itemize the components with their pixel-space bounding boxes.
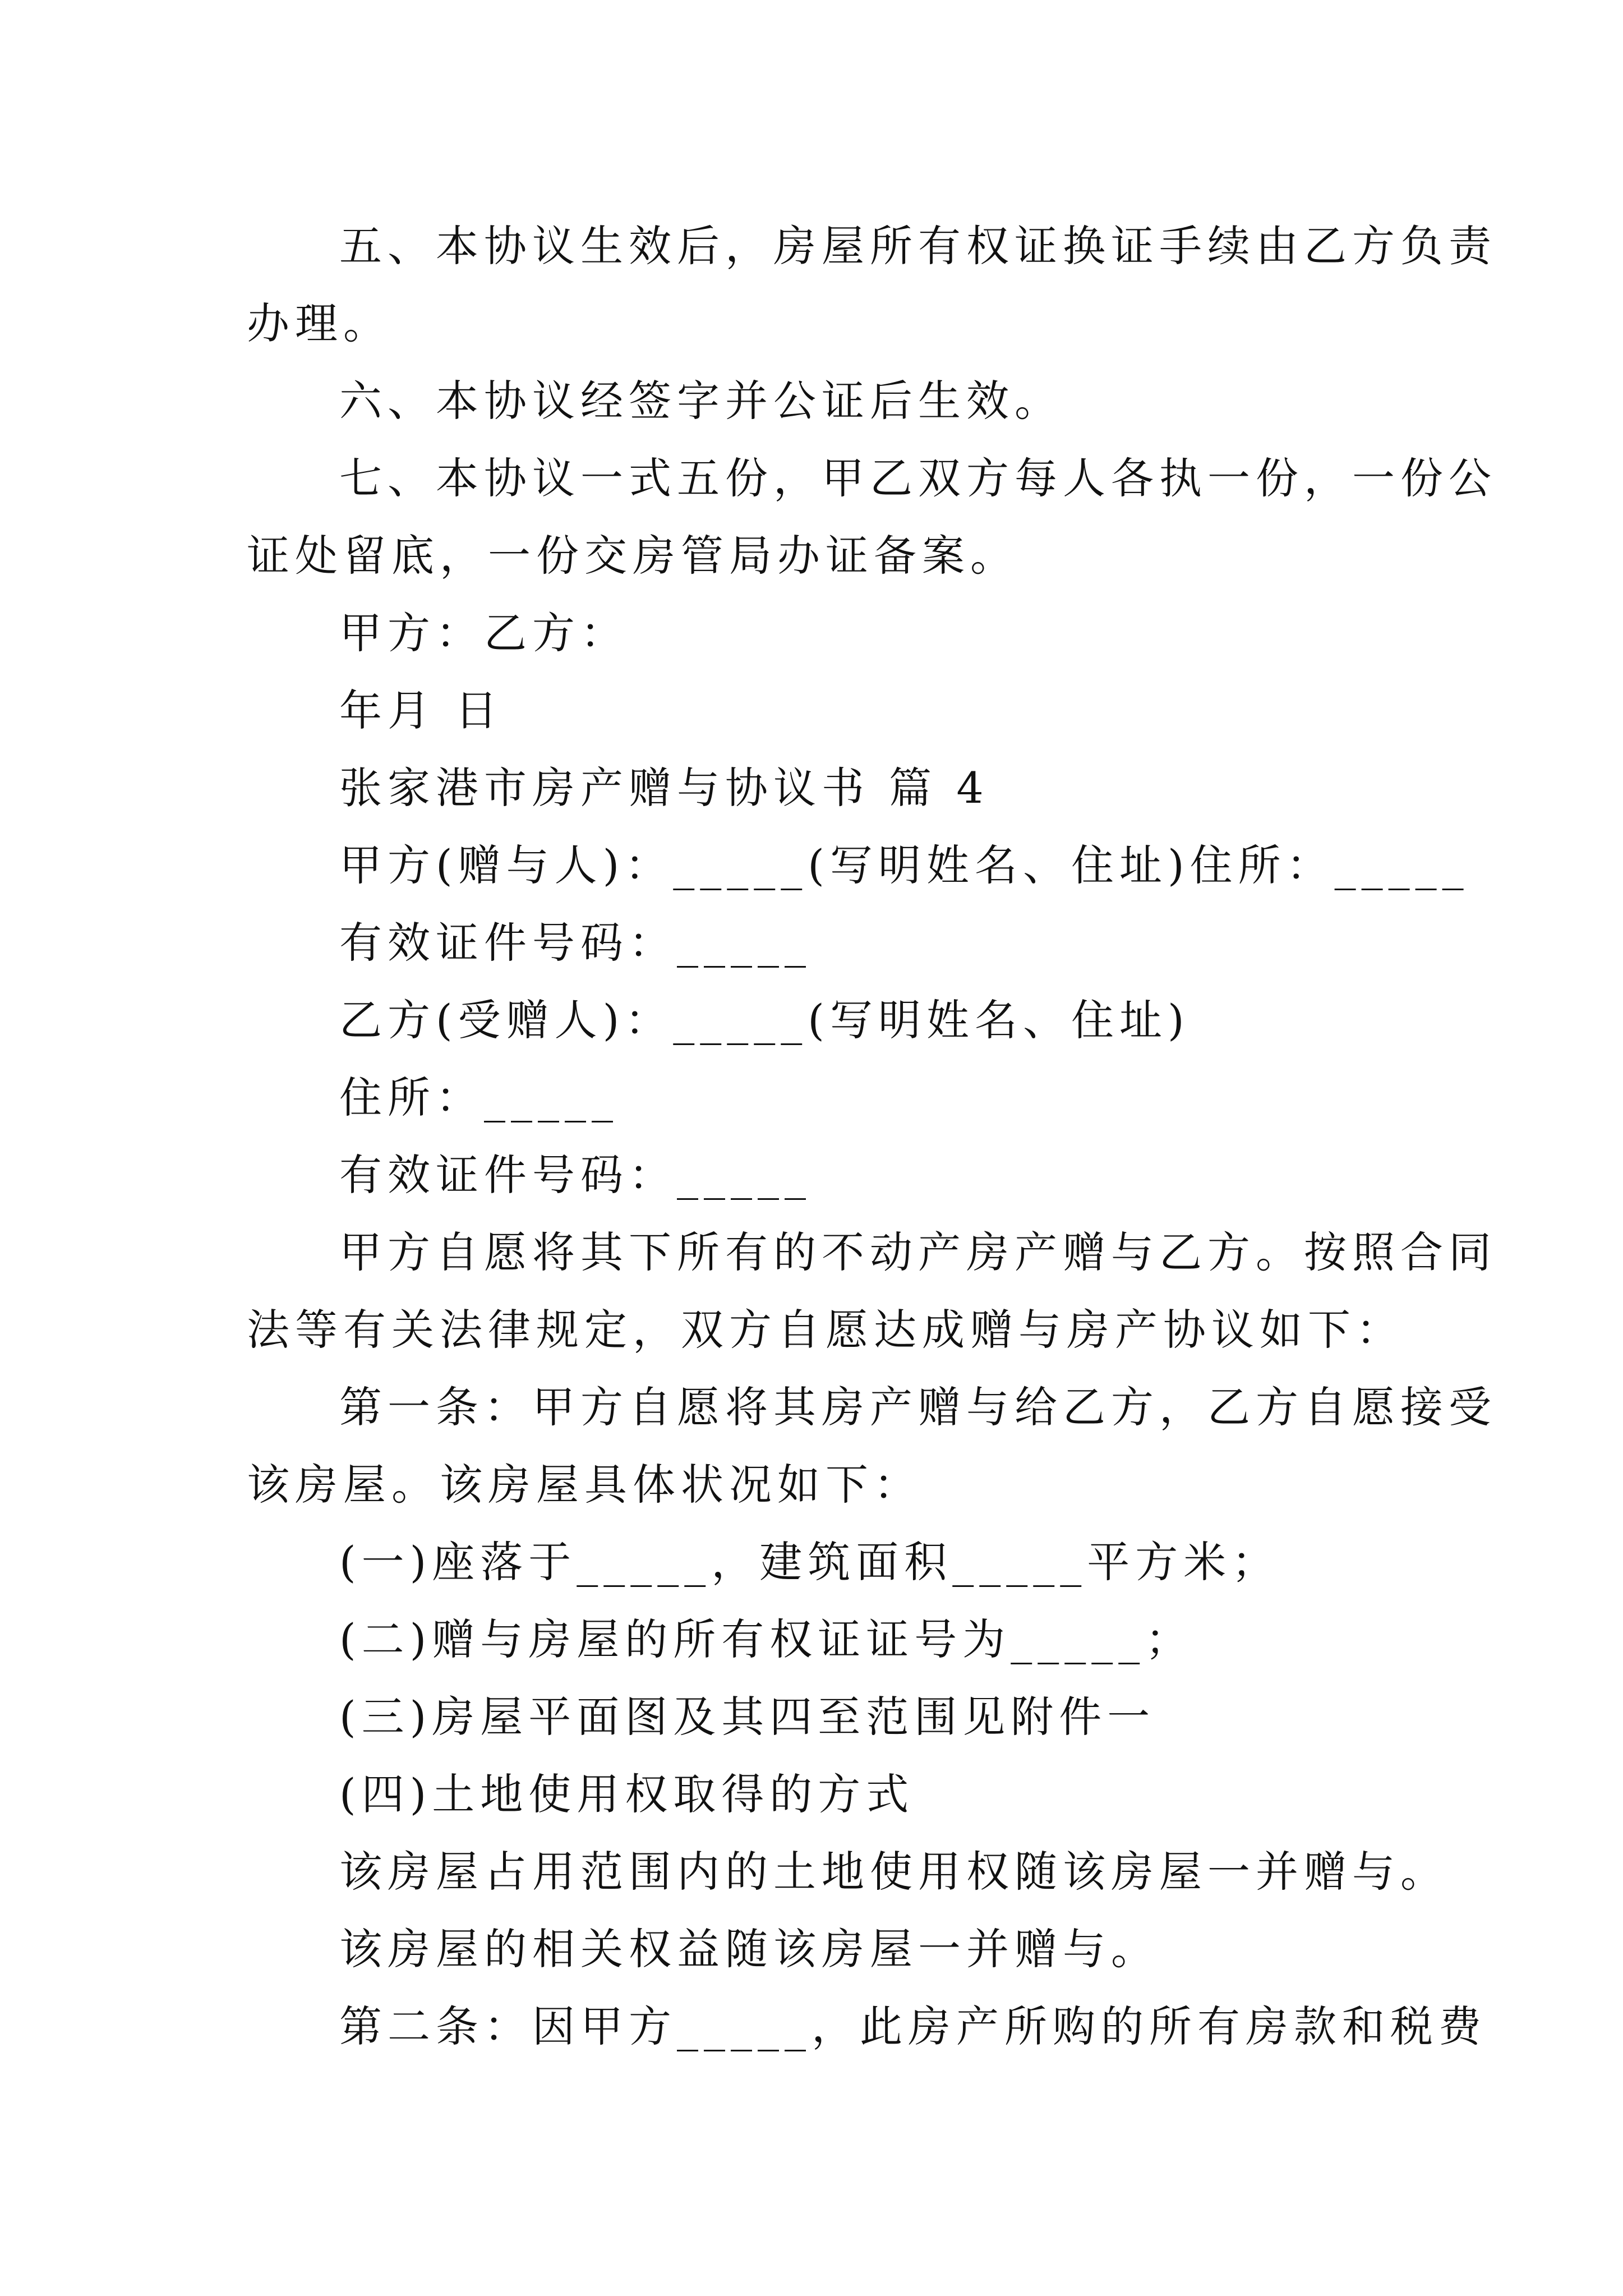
party-a-id-field: 有效证件号码：_____: [339, 918, 811, 968]
document-page: [247, 208, 1497, 2065]
preamble-line-2: 法等有关法律规定，双方自愿达成赠与房产协议如下：: [247, 1305, 1404, 1355]
clause-5-line-1: 五、本协议生效后，房屋所有权证换证手续由乙方负责: [339, 221, 1497, 271]
article-1-line-2: 该房屋。该房屋具体状况如下：: [247, 1460, 922, 1510]
article-1-item-2: (二)赠与房屋的所有权证证号为_____；: [339, 1614, 1194, 1664]
preamble-line-1: 甲方自愿将其下所有的不动产房产赠与乙方。按照合同: [339, 1227, 1497, 1277]
clause-5-line-2: 办理。: [247, 298, 391, 348]
clause-6: 六、本协议经签字并公证后生效。: [339, 376, 1063, 426]
land-use-right-paragraph: 该房屋占用范围内的土地使用权随该房屋一并赠与。: [339, 1847, 1449, 1897]
party-b-address-field: 住所：_____: [339, 1073, 619, 1122]
article-1-item-3: (三)房屋平面图及其四至范围见附件一: [339, 1692, 1156, 1742]
article-1-line-1: 第一条：甲方自愿将其房产赠与给乙方，乙方自愿接受: [339, 1382, 1497, 1432]
party-b-field: 乙方(受赠人)：_____(写明姓名、住址): [339, 995, 1190, 1045]
party-b-id-field: 有效证件号码：_____: [339, 1150, 811, 1200]
article-1-item-1: (一)座落于_____，建筑面积_____平方米；: [339, 1537, 1280, 1587]
article-2-line-1: 第二条：因甲方_____，此房产所购的所有房款和税费: [339, 2001, 1487, 2051]
clause-7-line-1: 七、本协议一式五份，甲乙双方每人各执一份，一份公: [339, 453, 1497, 503]
signature-parties: 甲方：乙方：: [339, 608, 629, 658]
related-rights-paragraph: 该房屋的相关权益随该房屋一并赠与。: [339, 1924, 1159, 1974]
article-1-item-4: (四)土地使用权取得的方式: [339, 1769, 915, 1819]
signature-date: 年月 日: [339, 685, 504, 735]
section-heading: 张家港市房产赠与协议书 篇 4: [339, 763, 989, 813]
clause-7-line-2: 证处留底，一份交房管局办证备案。: [247, 531, 1018, 581]
party-a-field: 甲方(赠与人)：_____(写明姓名、住址)住所：_____: [339, 840, 1469, 890]
